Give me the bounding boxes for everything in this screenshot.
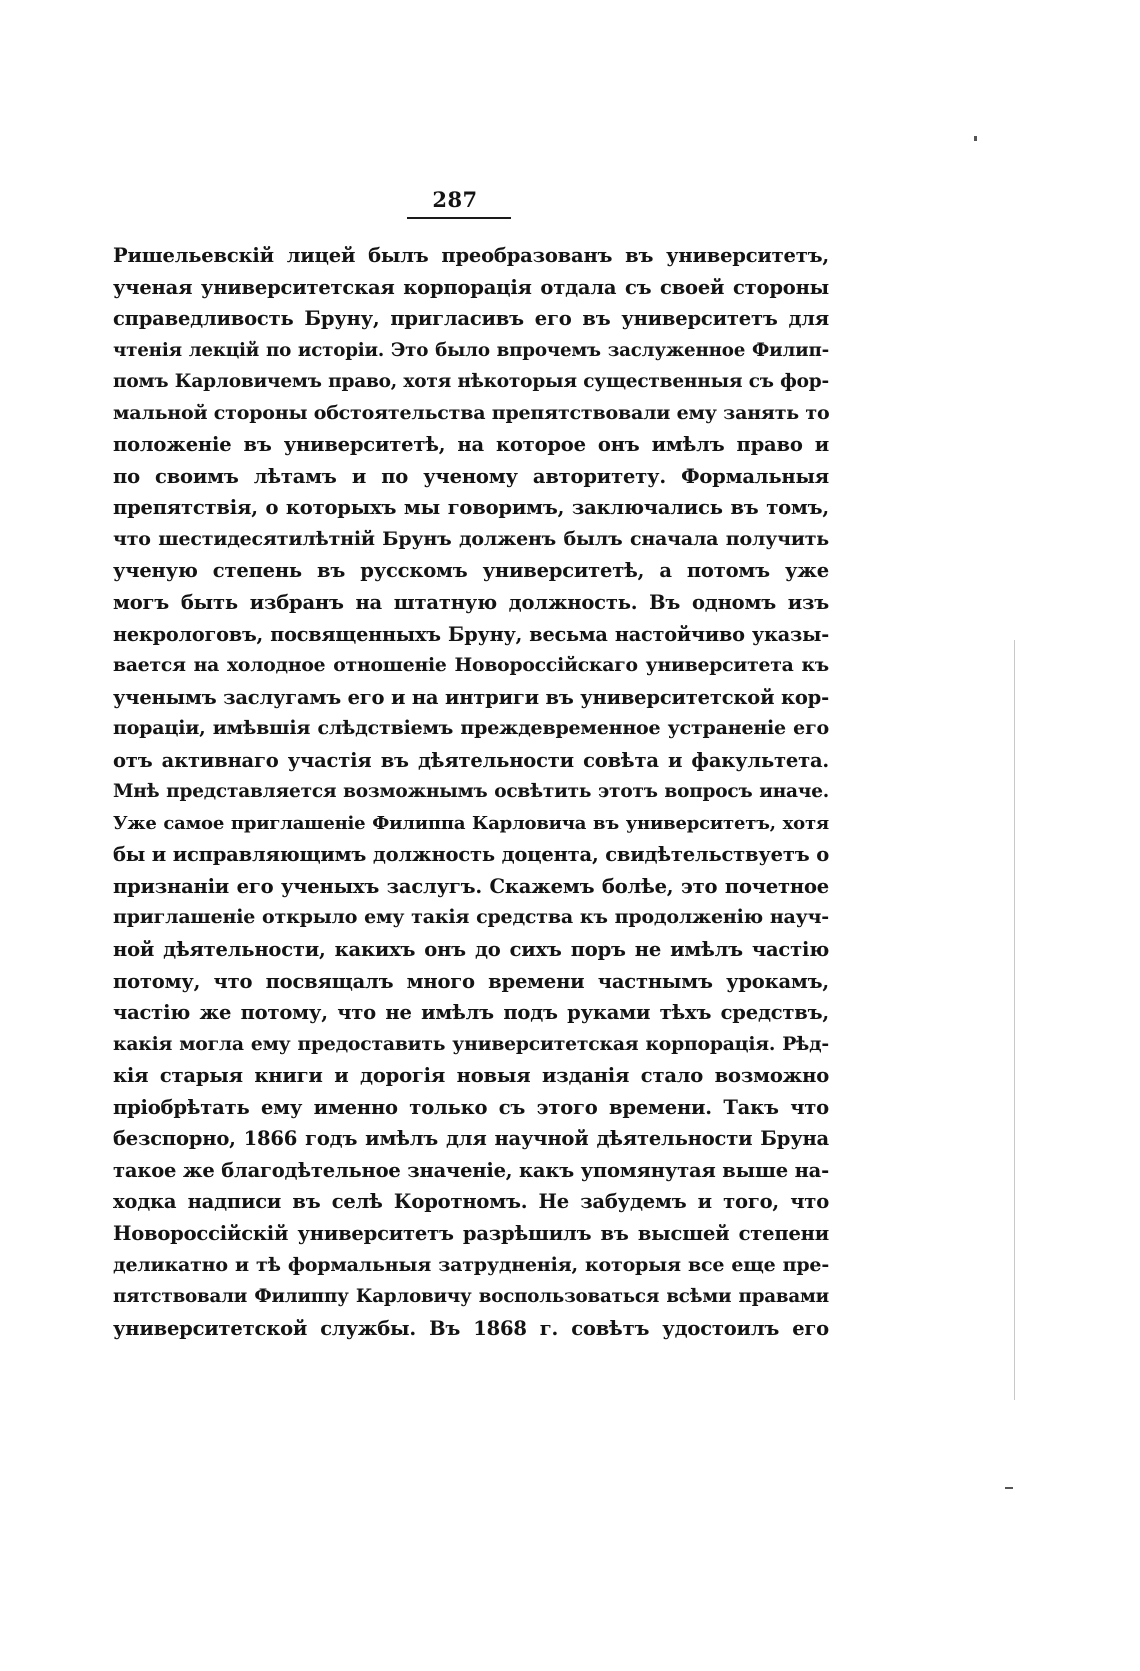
text-line: по своимъ лѣтамъ и по ученому авторитету. Формальныя [113,464,829,488]
text-line: пятствовали Филиппу Карловичу воспользоваться всѣми правами [113,1286,829,1308]
text-line: деликатно и тѣ формальныя затрудненія, которыя все еще пре- [113,1253,829,1276]
text-line: положеніе въ университетѣ, на которое онъ имѣлъ право и [113,433,829,457]
text-line: пріобрѣтать ему именно только съ этого времени. Такъ что [113,1095,829,1119]
page-number: 287 [432,187,478,212]
text-line: Новороссійскій университетъ разрѣшилъ въ высшей степени [113,1221,829,1245]
text-line: ходка надписи въ селѣ Коротномъ. Не забудемъ и того, что [113,1190,829,1214]
text-line: что шестидесятилѣтній Брунъ долженъ былъ сначала получить [113,527,829,550]
text-line: такое же благодѣтельное значеніе, какъ упомянутая выше на- [113,1158,829,1182]
text-line: вается на холодное отношеніе Новороссійскаго университета къ [113,654,829,677]
text-line: ученую степень въ русскомъ университетѣ, а потомъ уже [113,559,829,583]
text-line: справедливость Бруну, пригласивъ его въ университетъ для [113,307,829,331]
text-line: признаніи его ученыхъ заслугъ. Скажемъ болѣе, это почетное [113,874,829,898]
text-line: некрологовъ, посвященныхъ Бруну, весьма настойчиво указы- [113,622,829,646]
text-line: какія могла ему предоставить университетская корпорація. Рѣд- [113,1032,829,1055]
text-line: мальной стороны обстоятельства препятствовали ему занять то [113,401,830,424]
text-line: университетской службы. Въ 1868 г. совѣтъ удостоилъ его [113,1316,829,1340]
text-line: приглашеніе открыло ему такія средства къ продолженію науч- [113,906,829,929]
text-line: частію же потому, что не имѣлъ подъ руками тѣхъ средствъ, [113,1001,829,1025]
text-line: кія старыя книги и дорогія новыя изданія стало возможно [113,1064,829,1088]
text-line: потому, что посвящалъ много времени частнымъ урокамъ, [113,969,829,993]
text-line: ученымъ заслугамъ его и на интриги въ университетской кор- [113,685,829,709]
text-line: пораціи, имѣвшія слѣдствіемъ преждевременное устраненіе его [113,717,829,740]
text-line: могъ быть избранъ на штатную должность. Въ одномъ изъ [113,591,829,615]
scan-edge-mark-bottom [1005,1487,1013,1489]
text-line: бы и исправляющимъ должность доцента, свидѣтельствуетъ о [113,843,829,867]
body-text [113,240,829,1344]
scan-edge-mark-top [974,136,977,141]
text-line: Уже самое приглашеніе Филиппа Карловича въ университетъ, хотя [113,812,829,834]
text-line: Ришельевскій лицей былъ преобразованъ въ университетъ, [113,244,829,267]
text-line: препятствія, о которыхъ мы говоримъ, заключались въ томъ, [113,496,829,520]
text-line: безспорно, 1866 годъ имѣлъ для научной дѣятельности Бруна [113,1127,829,1151]
text-line: помъ Карловичемъ право, хотя нѣкоторыя существенныя съ фор- [113,371,829,393]
text-line: Мнѣ представляется возможнымъ освѣтить этотъ вопросъ иначе. [113,781,829,803]
text-line: ной дѣятельности, какихъ онъ до сихъ поръ не имѣлъ частію [113,938,829,962]
scan-edge-line [1014,640,1015,1400]
text-line: ученая университетская корпорація отдала съ своей стороны [113,275,829,299]
text-line: чтенія лекцій по исторіи. Это было впрочемъ заслуженное Филип- [113,339,829,361]
header-rule [407,217,511,219]
text-line: отъ активнаго участія въ дѣятельности совѣта и факультета. [113,748,829,772]
